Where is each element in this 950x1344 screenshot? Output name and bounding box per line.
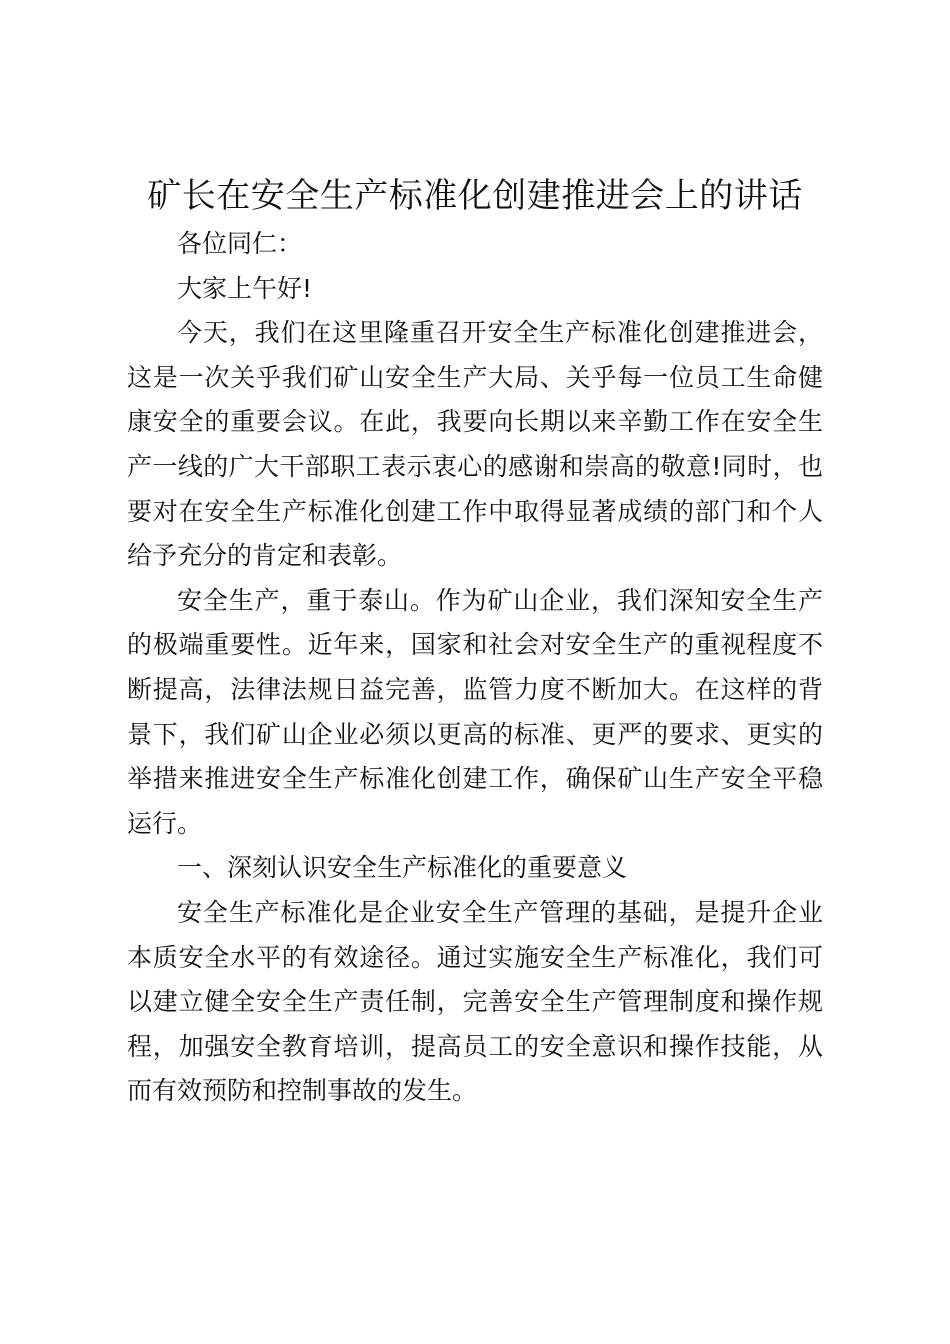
body-paragraph: 安全生产，重于泰山。作为矿山企业，我们深知安全生产的极端重要性。近年来，国家和社会对安全生产的重视程度不断提高，法律法规日益完善，监管力度不断加大。在这样的背景下，我们矿山企业必须以更高的标准、更严的要求、更实的举措来推进安全生产标准化创建工作，确保矿山生产安全平稳运行。 — [127, 585, 823, 838]
body-paragraph: 安全生产标准化是企业安全生产管理的基础，是提升企业本质安全水平的有效途径。通过实施安全生产标准化，我们可以建立健全安全生产责任制，完善安全生产管理制度和操作规程，加强安全教育培训，提高员工的安全意识和操作技能，从而有效预防和控制事故的发生。 — [127, 897, 823, 1106]
salutation: 各位同仁： — [177, 229, 303, 258]
greeting: 大家上午好! — [177, 273, 313, 303]
section-heading: 一、深刻认识安全生产标准化的重要意义 — [177, 853, 628, 883]
document-body — [127, 222, 823, 1114]
body-paragraph: 今天，我们在这里隆重召开安全生产标准化创建推进会，这是一次关乎我们矿山安全生产大局、关乎每一位员工生命健康安全的重要会议。在此，我要向长期以来辛勤工作在安全生产一线的广大干部职工表示衷心的感谢和崇高的敬意!同时，也要对在安全生产标准化创建工作中取得显著成绩的部门和个人给予充分的肯定和表彰。 — [127, 318, 823, 571]
document-title: 矿长在安全生产标准化创建推进会上的讲话 — [147, 176, 803, 216]
